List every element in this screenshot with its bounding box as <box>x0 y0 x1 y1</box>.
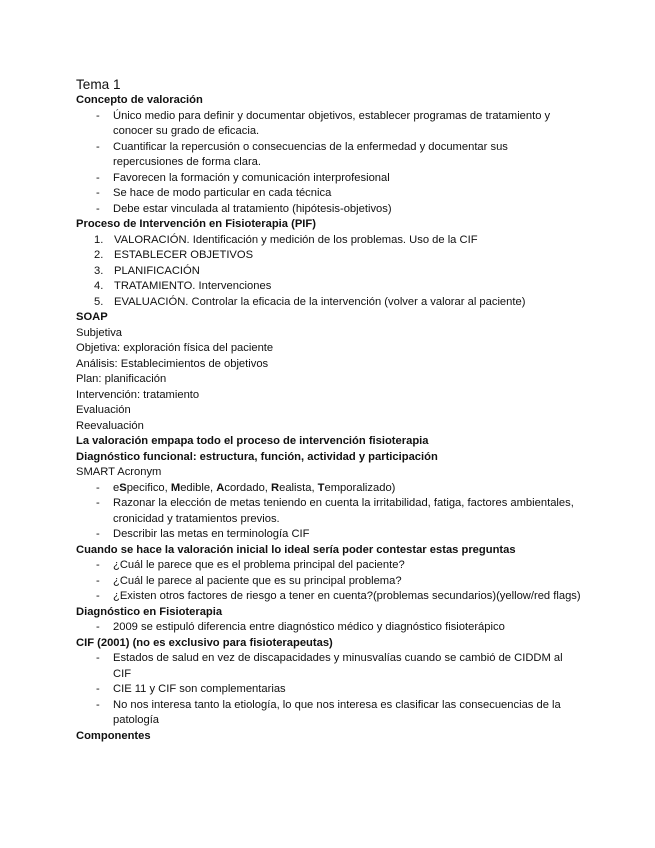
concepto-list <box>76 109 581 218</box>
smart-text: pecifico, <box>126 481 171 494</box>
section-heading-soap: SOAP <box>76 311 108 323</box>
list-item: - Cuantificar la repercusión o consecuencias de la enfermedad y documentar sus repercusiones de forma clara. <box>76 140 581 171</box>
pif-list <box>76 233 581 311</box>
smart-letter: M <box>170 481 181 494</box>
list-text: ESTABLECER OBJETIVOS <box>114 249 254 261</box>
diagnostico-list <box>76 620 581 636</box>
list-item: - Describir las metas en terminología CIF <box>76 527 581 543</box>
smart-letter: A <box>216 481 225 494</box>
list-number: 2. <box>94 249 104 261</box>
section-heading-pif: Proceso de Intervención en Fisioterapia (PIF) <box>76 218 316 230</box>
section-heading-preguntas: Cuando se hace la valoración inicial lo ideal sería poder contestar estas preguntas <box>76 543 516 556</box>
list-text: EVALUACIÓN. Controlar la eficacia de la intervención (volver a valorar al paciente) <box>114 295 526 308</box>
smart-list <box>76 481 581 543</box>
list-number: 5. <box>94 295 104 308</box>
list-item: - Favorecen la formación y comunicación interprofesional <box>76 171 581 187</box>
list-item: - Debe estar vinculada al tratamiento (hipótesis-objetivos) <box>76 202 581 218</box>
list-item <box>76 264 581 280</box>
smart-letter: T <box>317 481 325 494</box>
list-text: VALORACIÓN. Identificación y medición de los problemas. Uso de la CIF <box>114 233 478 246</box>
list-item: - ¿Existen otros factores de riesgo a tener en cuenta?(problemas secundarios)(yellow/red flags) <box>76 589 581 605</box>
soap-line: Reevaluación <box>76 419 144 432</box>
section-heading-diagnostico-funcional: Diagnóstico funcional: estructura, función, actividad y participación <box>76 450 438 463</box>
list-item <box>76 279 581 295</box>
list-item <box>76 295 581 311</box>
document-content <box>76 76 581 744</box>
list-item: - Razonar la elección de metas teniendo en cuenta la irritabilidad, fatiga, factores ambientales, cronicidad y tratamientos previos. <box>76 496 581 527</box>
soap-line: Análisis: Establecimientos de objetivos <box>76 357 269 370</box>
list-item: - No nos interesa tanto la etiología, lo que nos interesa es clasificar las consecuencias de la patología <box>76 698 581 729</box>
section-heading-cif: CIF (2001) (no es exclusivo para fisioterapeutas) <box>76 636 333 649</box>
list-item: - 2009 se estipuló diferencia entre diagnóstico médico y diagnóstico fisioterápico <box>76 620 581 636</box>
section-heading-componentes: Componentes <box>76 729 151 742</box>
smart-acronym-line: SMART Acronym <box>76 466 162 478</box>
list-number: 1. <box>94 233 104 246</box>
list-item: - Se hace de modo particular en cada técnica <box>76 186 581 202</box>
smart-text: e <box>113 481 120 494</box>
list-item <box>76 248 581 264</box>
smart-letter: R <box>271 481 280 494</box>
soap-line: Objetiva: exploración física del paciente <box>76 342 274 354</box>
list-item: - ¿Cuál le parece al paciente que es su principal problema? <box>76 574 581 590</box>
section-heading-valoracion-empapa: La valoración empapa todo el proceso de intervención fisioterapia <box>76 435 429 447</box>
list-item: - Único medio para definir y documentar objetivos, establecer programas de tratamiento y conocer su grado de eficacia. <box>76 109 581 140</box>
soap-line: Plan: planificación <box>76 373 167 385</box>
smart-letter: S <box>119 481 127 494</box>
list-text: PLANIFICACIÓN <box>114 264 200 277</box>
cif-list <box>76 651 581 729</box>
list-item: - ¿Cuál le parece que es el problema principal del paciente? <box>76 558 581 574</box>
smart-text: cordado, <box>224 481 272 494</box>
list-item <box>76 233 581 249</box>
preguntas-list <box>76 558 581 605</box>
list-number: 3. <box>94 264 104 277</box>
document-title: Tema 1 <box>76 77 121 92</box>
soap-line: Intervención: tratamiento <box>76 388 200 401</box>
list-number: 4. <box>94 280 104 292</box>
smart-text: ealista, <box>279 481 318 494</box>
smart-text: emporalizado) <box>324 481 396 494</box>
soap-line: Subjetiva <box>76 326 123 339</box>
list-text: TRATAMIENTO. Intervenciones <box>114 280 272 292</box>
soap-line: Evaluación <box>76 404 131 416</box>
section-heading-diagnostico-fisioterapia: Diagnóstico en Fisioterapia <box>76 605 223 618</box>
list-item: - CIE 11 y CIF son complementarias <box>76 682 581 698</box>
smart-text: edible, <box>180 481 217 494</box>
smart-acronym-item <box>76 481 581 497</box>
list-item: - Estados de salud en vez de discapacidades y minusvalías cuando se cambió de CIDDM al CIF <box>76 651 581 682</box>
section-heading-concepto: Concepto de valoración <box>76 94 203 106</box>
